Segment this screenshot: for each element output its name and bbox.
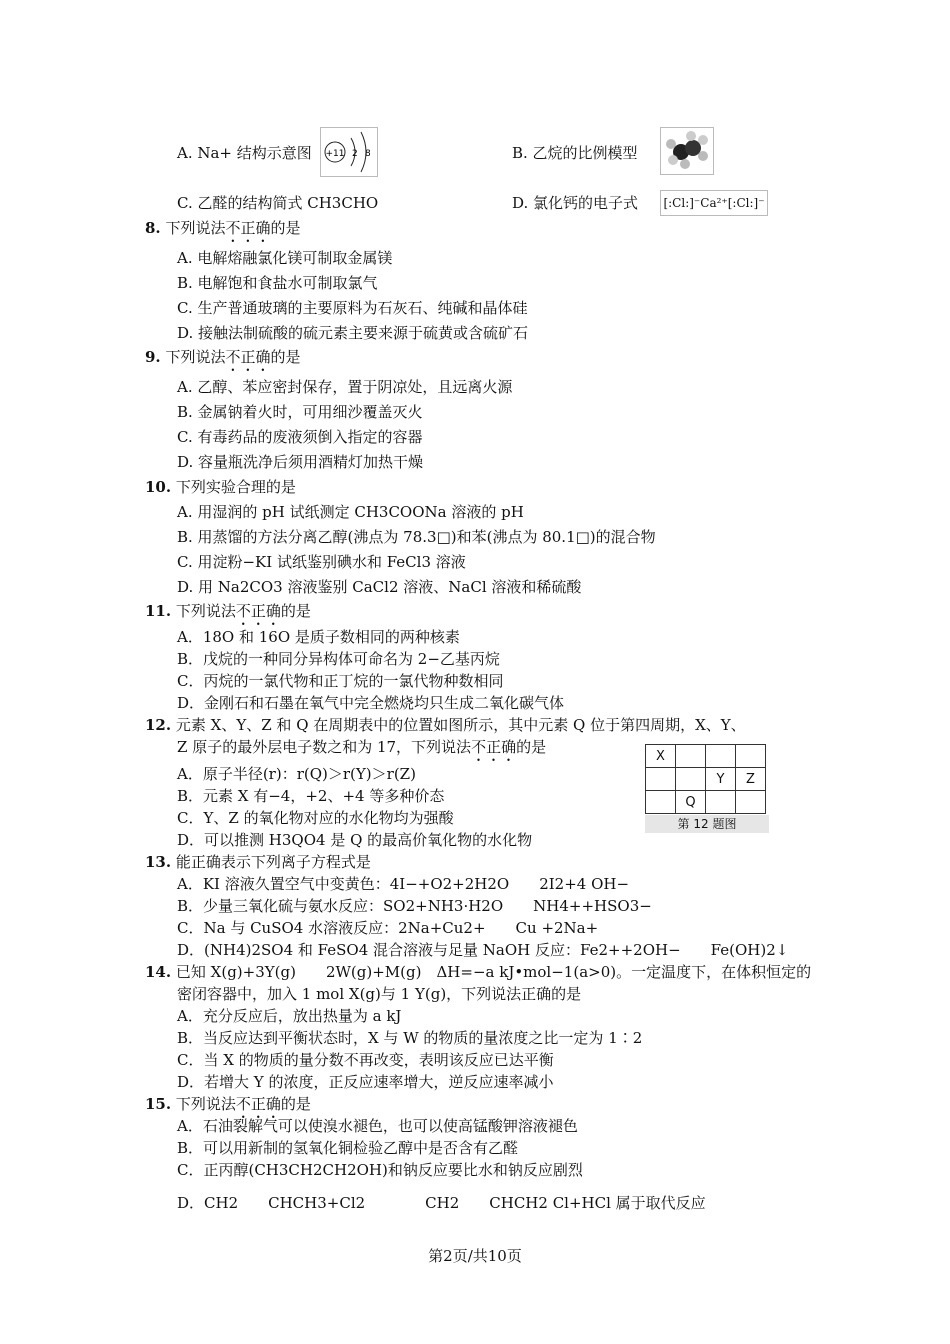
q11-stem-post: 的是 (280, 602, 311, 620)
q8-stem-emphasis: 不正确 (225, 219, 271, 237)
q11-stem-pre: 下列说法 (175, 602, 236, 620)
q11-option-c: C．丙烷的一氯代物和正丁烷的一氯代物种数相同 (177, 672, 504, 690)
q13-option-c: C．Na 与 CuSO4 水溶液反应：2Na+Cu2+ Cu +2Na+ (177, 919, 599, 937)
q7-option-b (512, 142, 638, 164)
q10-option-c: C. 用淀粉−KI 试纸鉴别碘水和 FeCl3 溶液 (177, 553, 466, 571)
table-cell (646, 791, 676, 814)
q9-option-c: C. 有毒药品的废液须倒入指定的容器 (177, 428, 423, 446)
svg-text:8: 8 (365, 149, 371, 159)
q10-stem-pre: 下列实验合理的是 (175, 478, 296, 496)
ethane-space-filling-model (660, 127, 714, 175)
q15-stem-emphasis: 不正确 (235, 1095, 281, 1113)
q15-stem-post: 的是 (280, 1095, 311, 1113)
q12-stem (145, 714, 746, 736)
q7-option-c-label: C. 乙醛的结构简式 CH3CHO (177, 194, 379, 212)
q8-number: 8. (145, 219, 161, 237)
q8-stem-pre: 下列说法 (165, 219, 226, 237)
calcium-chloride-formula-text: [:Cl:]⁻Ca²⁺[:Cl:]⁻ (663, 196, 765, 210)
q10-option-a: A. 用湿润的 pH 试纸测定 CH3COONa 溶液的 pH (177, 503, 524, 521)
table-cell (706, 745, 736, 768)
q10-number: 10. (145, 478, 172, 496)
q13-option-a: A．KI 溶液久置空气中变黄色：4I−+O2+2H2O 2I2+4 OH− (177, 875, 630, 893)
q12-stem-line1: 元素 X、Y、Z 和 Q 在周期表中的位置如图所示，其中元素 Q 位于第四周期，X、Y、 (175, 716, 746, 734)
calcium-chloride-electron-formula (660, 190, 768, 216)
table-cell: Y (706, 768, 736, 791)
q11-number: 11. (145, 602, 172, 620)
q8-option-d: D. 接触法制硫酸的硫元素主要来源于硫黄或含硫矿石 (177, 324, 529, 342)
page-footer: 第2页/共10页 (428, 1247, 522, 1265)
q8-stem-post: 的是 (270, 219, 301, 237)
periodic-table-figure (645, 744, 766, 814)
q12-stem2-emphasis: 不正确 (471, 738, 517, 756)
q12-stem2-pre: Z 原子的最外层电子数之和为 17，下列说法 (177, 738, 472, 756)
q8-option-a: A. 电解熔融氯化镁可制取金属镁 (177, 249, 393, 267)
q14-stem-line1: 已知 X(g)+3Y(g) 2W(g)+M(g) ΔH=−a kJ•mol−1(a>0)。一定温度下，在体积恒定的 (175, 963, 812, 981)
q7-option-a (177, 142, 312, 164)
q11-stem-emphasis: 不正确 (235, 602, 281, 620)
q11-option-a: A．18O 和 16O 是质子数相同的两种核素 (177, 628, 460, 646)
q13-number: 13. (145, 853, 172, 871)
q11-option-b: B．戊烷的一种同分异构体可命名为 2−乙基丙烷 (177, 650, 500, 668)
table-cell (646, 768, 676, 791)
q12-stem-line2 (177, 736, 546, 765)
q7-option-d-label: D. 氯化钙的电子式 (512, 194, 639, 212)
q15-number: 15. (145, 1095, 172, 1113)
q15-option-a: A．石油裂解气可以使溴水褪色，也可以使高锰酸钾溶液褪色 (177, 1117, 578, 1135)
q14-number: 14. (145, 963, 172, 981)
q10-option-d: D. 用 Na2CO3 溶液鉴别 CaCl2 溶液、NaCl 溶液和稀硫酸 (177, 578, 582, 596)
q8-option-c: C. 生产普通玻璃的主要原料为石灰石、纯碱和晶体硅 (177, 299, 528, 317)
q12-figure-caption: 第 12 题图 (645, 815, 769, 833)
q12-number: 12. (145, 716, 172, 734)
q7-option-b-label: B. 乙烷的比例模型 (512, 144, 638, 162)
svg-text:2: 2 (352, 149, 358, 159)
q10-option-b: B. 用蒸馏的方法分离乙醇(沸点为 78.3□)和苯(沸点为 80.1□)的混合物 (177, 528, 656, 546)
sodium-ion-structure-figure (320, 127, 378, 177)
q11-stem (145, 600, 311, 629)
q14-option-d: D．若增大 Y 的浓度，正反应速率增大，逆反应速率减小 (177, 1073, 554, 1091)
q14-option-a: A．充分反应后，放出热量为 a kJ (177, 1007, 402, 1025)
table-cell (736, 745, 766, 768)
q13-stem (145, 851, 371, 873)
q7-option-d (512, 192, 638, 214)
q8-option-b: B. 电解饱和食盐水可制取氯气 (177, 274, 378, 292)
q15-option-c: C．正丙醇(CH3CH2CH2OH)和钠反应要比水和钠反应剧烈 (177, 1161, 583, 1179)
q13-option-b: B．少量三氧化硫与氨水反应：SO2+NH3·H2O NH4++HSO3− (177, 897, 652, 915)
table-cell: Q (676, 791, 706, 814)
table-cell (706, 791, 736, 814)
q9-option-a: A. 乙醇、苯应密封保存，置于阴凉处，且远离火源 (177, 378, 513, 396)
q12-stem2-post: 的是 (516, 738, 547, 756)
q15-option-d: D．CH2 CHCH3+Cl2 CH2 CHCH2 Cl+HCl 属于取代反应 (177, 1194, 706, 1212)
q9-option-b: B. 金属钠着火时，可用细沙覆盖灭火 (177, 403, 423, 421)
q12-option-c: C．Y、Z 的氧化物对应的水化物均为强酸 (177, 809, 454, 827)
q13-stem-pre: 能正确表示下列离子方程式是 (175, 853, 371, 871)
table-cell: X (646, 745, 676, 768)
q7-option-c (177, 192, 378, 214)
q12-option-a: A．原子半径(r)：r(Q)＞r(Y)＞r(Z) (177, 765, 416, 783)
q9-stem-post: 的是 (270, 348, 301, 366)
q9-stem-pre: 下列说法 (165, 348, 226, 366)
table-cell: Z (736, 768, 766, 791)
table-cell (676, 745, 706, 768)
q14-option-c: C．当 X 的物质的量分数不再改变，表明该反应已达平衡 (177, 1051, 554, 1069)
q14-stem-line2: 密闭容器中，加入 1 mol X(g)与 1 Y(g)，下列说法正确的是 (177, 985, 582, 1003)
q13-option-d: D．(NH4)2SO4 和 FeSO4 混合溶液与足量 NaOH 反应：Fe2++2OH− Fe(OH)2↓ (177, 941, 789, 959)
q15-option-b: B．可以用新制的氢氧化铜检验乙醇中是否含有乙醛 (177, 1139, 519, 1157)
q9-number: 9. (145, 348, 161, 366)
q7-option-a-label: A. Na+ 结构示意图 (177, 144, 312, 162)
table-cell (736, 791, 766, 814)
q9-stem-emphasis: 不正确 (225, 348, 271, 366)
table-cell (676, 768, 706, 791)
q8-stem (145, 217, 301, 246)
q11-option-d: D．金刚石和石墨在氧气中完全燃烧均只生成二氧化碳气体 (177, 694, 565, 712)
q9-stem (145, 346, 301, 375)
q15-stem-pre: 下列说法 (175, 1095, 236, 1113)
q12-option-d: D．可以推测 H3QO4 是 Q 的最高价氧化物的水化物 (177, 831, 533, 849)
q14-stem (145, 961, 811, 983)
q12-option-b: B．元素 X 有−4，+2、+4 等多种价态 (177, 787, 445, 805)
q14-option-b: B．当反应达到平衡状态时，X 与 W 的物质的量浓度之比一定为 1∶2 (177, 1029, 643, 1047)
q10-stem (145, 476, 296, 498)
svg-text:+11: +11 (325, 149, 345, 159)
q9-option-d: D. 容量瓶洗净后须用酒精灯加热干燥 (177, 453, 424, 471)
